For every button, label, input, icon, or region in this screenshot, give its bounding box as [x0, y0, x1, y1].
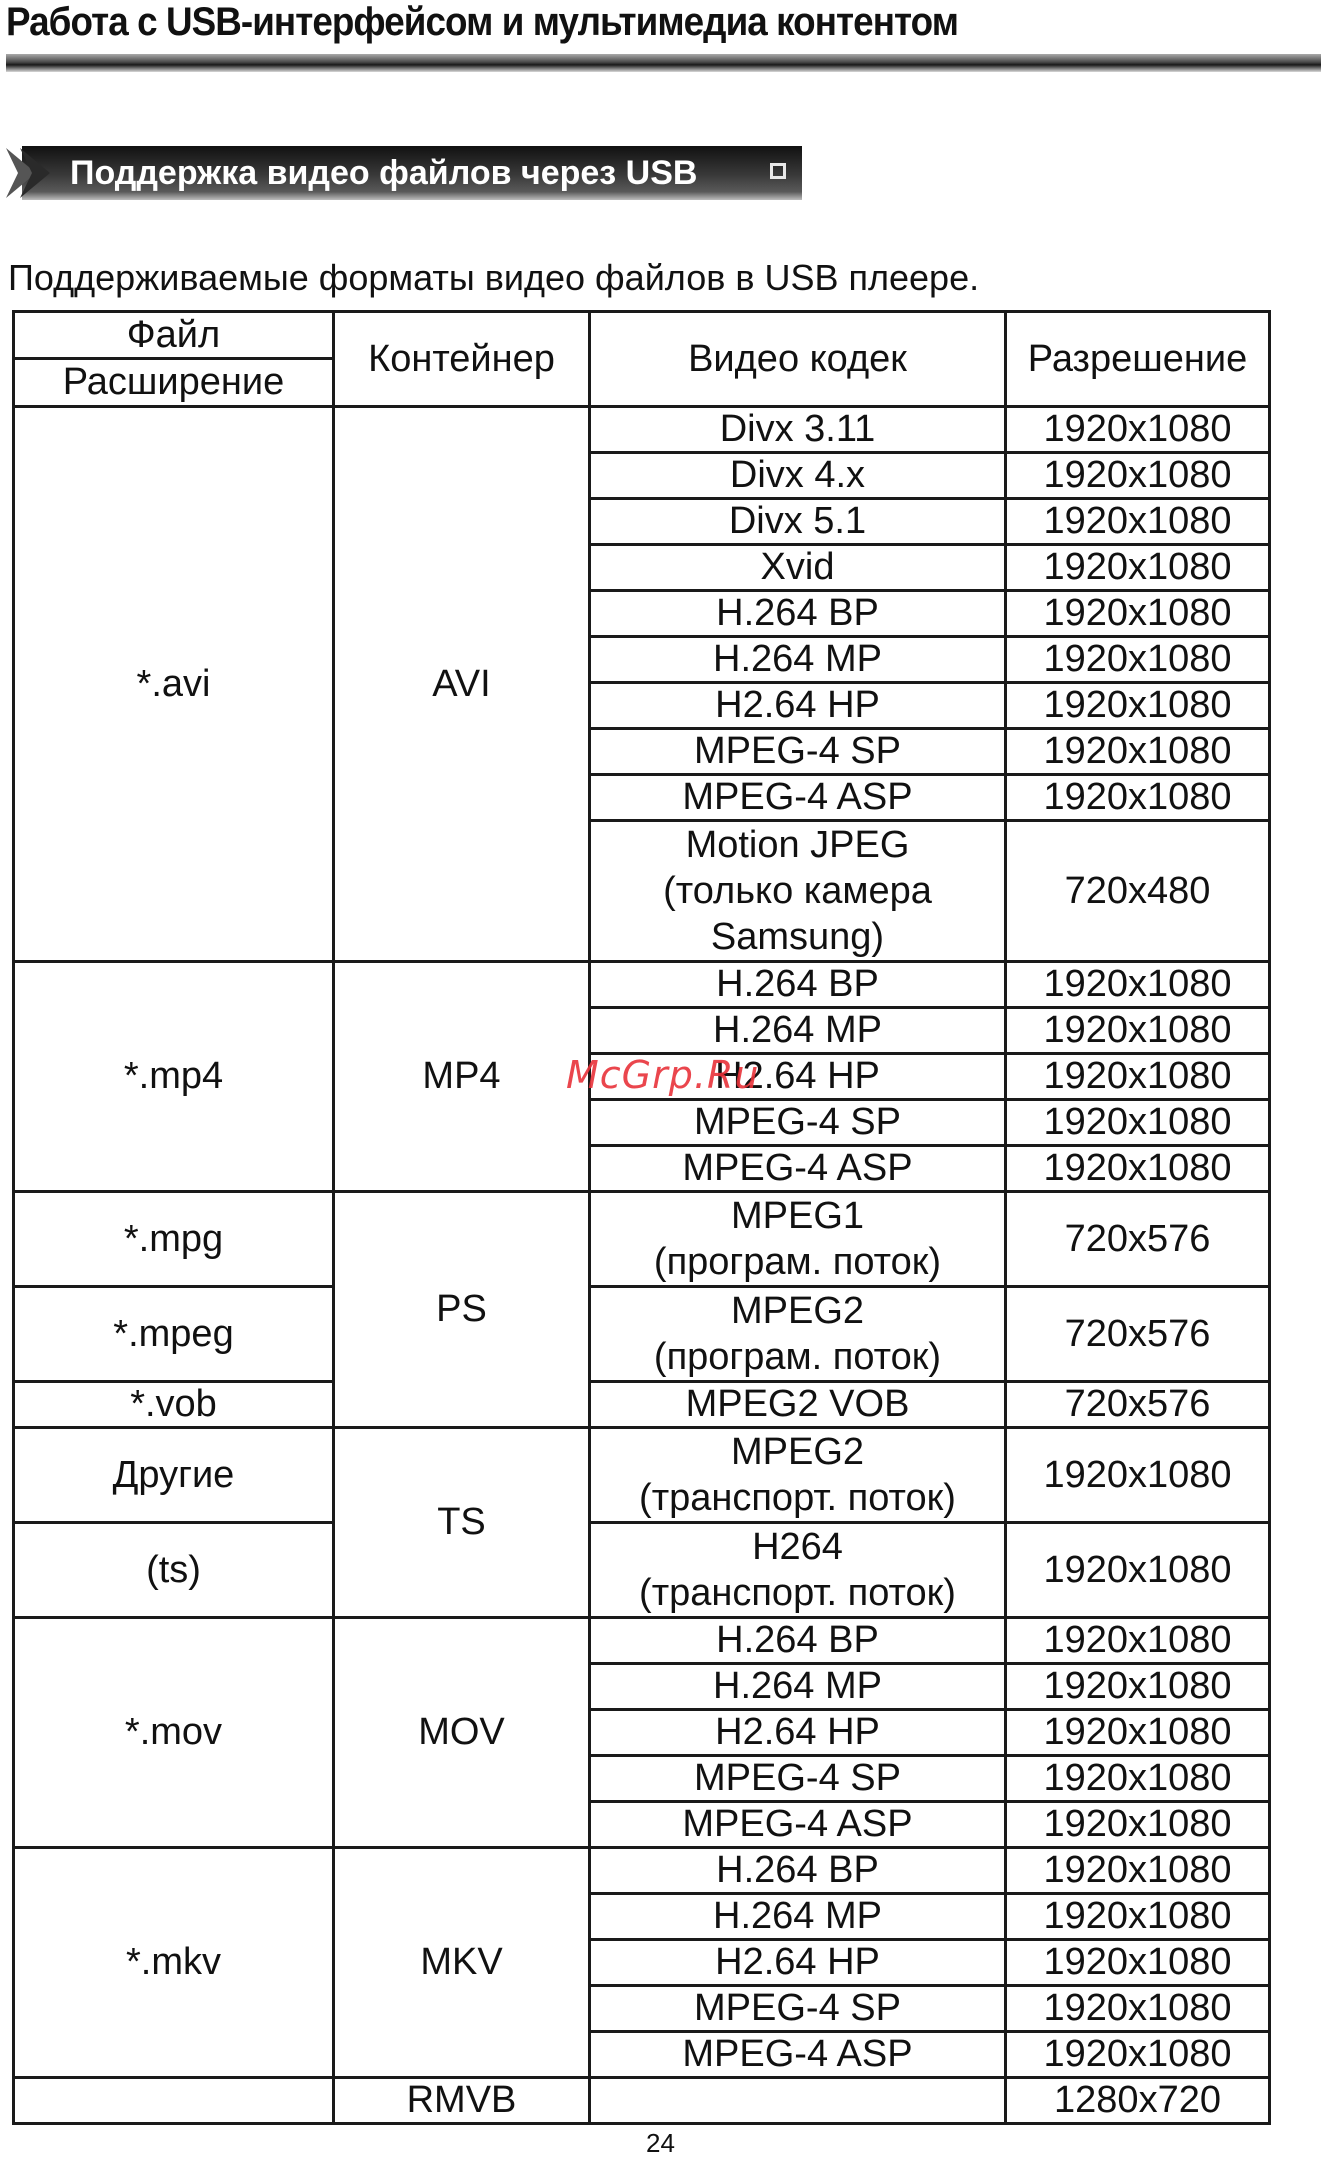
codec-cell: H.264 MP: [590, 1894, 1006, 1940]
table-row: [14, 407, 1270, 453]
page-number: 24: [646, 2128, 675, 2158]
header-container: Контейнер: [334, 312, 590, 407]
table-row: [14, 1192, 1270, 1287]
resolution-cell: 1920x1080: [1006, 1100, 1270, 1146]
resolution-cell: 1920x1080: [1006, 1428, 1270, 1523]
table-row: [14, 962, 1270, 1008]
header-extension: Расширение: [62, 361, 285, 403]
table-row: [14, 1428, 1270, 1523]
codec-cell: MPEG-4 SP: [590, 1100, 1006, 1146]
table-row: [14, 1618, 1270, 1664]
table-row: [14, 1523, 1270, 1618]
resolution-cell: 1920x1080: [1006, 1146, 1270, 1192]
square-icon: [770, 163, 786, 179]
resolution-cell: 1920x1080: [1006, 1618, 1270, 1664]
resolution-cell: 1920x1080: [1006, 729, 1270, 775]
codec-cell: H2.64 HP: [590, 1054, 1006, 1100]
codec-line: MPEG2: [730, 1290, 865, 1332]
ext-cell: *.avi: [14, 407, 334, 962]
resolution-cell: 1920x1080: [1006, 1756, 1270, 1802]
resolution-cell: 1920x1080: [1006, 1802, 1270, 1848]
codec-line: MPEG2: [730, 1431, 865, 1473]
ext-cell: (ts): [14, 1523, 334, 1618]
resolution-cell: 1280x720: [1006, 2078, 1270, 2124]
resolution-cell: 1920x1080: [1006, 1986, 1270, 2032]
resolution-cell: 1920x1080: [1006, 683, 1270, 729]
container-cell: TS: [334, 1428, 590, 1618]
container-cell: MOV: [334, 1618, 590, 1848]
codec-cell: MPEG2 VOB: [590, 1382, 1006, 1428]
page-title: Работа с USB-интерфейсом и мультимедиа контентом: [6, 0, 958, 44]
ext-cell: *.mp4: [14, 962, 334, 1192]
resolution-cell: 1920x1080: [1006, 962, 1270, 1008]
codec-cell: Divx 3.11: [590, 407, 1006, 453]
codec-cell: H.264 BP: [590, 591, 1006, 637]
table-header-row: [14, 312, 1270, 407]
codec-cell: H.264 MP: [590, 1664, 1006, 1710]
ext-cell: *.mpeg: [14, 1287, 334, 1382]
watermark: McGrp.Ru: [566, 1053, 760, 1097]
resolution-cell: 720x576: [1006, 1192, 1270, 1287]
resolution-cell: 1920x1080: [1006, 2032, 1270, 2078]
resolution-cell: 720x576: [1006, 1287, 1270, 1382]
video-format-table: [12, 310, 1271, 2125]
codec-cell: MPEG-4 SP: [590, 1756, 1006, 1802]
ext-cell: Другие: [14, 1428, 334, 1523]
ext-cell: *.mov: [14, 1618, 334, 1848]
header-resolution: Разрешение: [1006, 312, 1270, 407]
header-file: Файл: [15, 313, 332, 360]
codec-cell: H.264 BP: [590, 1618, 1006, 1664]
codec-cell: MPEG-4 ASP: [590, 1802, 1006, 1848]
codec-line: Samsung): [710, 916, 885, 958]
chevron-right-icon: [6, 144, 66, 202]
ext-cell: *.vob: [14, 1382, 334, 1428]
codec-cell: H2.64 HP: [590, 1710, 1006, 1756]
resolution-cell: 1920x1080: [1006, 545, 1270, 591]
ext-cell: *.mpg: [14, 1192, 334, 1287]
codec-cell: H.264 BP: [590, 962, 1006, 1008]
codec-cell: [590, 821, 1006, 962]
table-caption: Поддерживаемые форматы видео файлов в USB плеере.: [8, 257, 980, 298]
codec-cell: [590, 1287, 1006, 1382]
resolution-cell: 1920x1080: [1006, 591, 1270, 637]
ext-cell: [14, 2078, 334, 2124]
container-cell: MP4: [334, 962, 590, 1192]
codec-cell: MPEG-4 ASP: [590, 775, 1006, 821]
codec-cell: MPEG-4 SP: [590, 729, 1006, 775]
codec-cell: H.264 MP: [590, 637, 1006, 683]
resolution-cell: 1920x1080: [1006, 407, 1270, 453]
codec-cell: Divx 5.1: [590, 499, 1006, 545]
resolution-cell: 720x576: [1006, 1382, 1270, 1428]
table-row: [14, 1848, 1270, 1894]
resolution-cell: 1920x1080: [1006, 637, 1270, 683]
container-cell: AVI: [334, 407, 590, 962]
codec-line: (только камера: [663, 870, 932, 912]
ext-cell: *.mkv: [14, 1848, 334, 2078]
codec-cell: [590, 1428, 1006, 1523]
codec-cell: H.264 MP: [590, 1008, 1006, 1054]
codec-line: MPEG1: [730, 1195, 865, 1237]
codec-cell: [590, 2078, 1006, 2124]
resolution-cell: 1920x1080: [1006, 1848, 1270, 1894]
codec-line: (програм. поток): [653, 1336, 942, 1378]
codec-line: (транспорт. поток): [639, 1572, 956, 1614]
container-cell: RMVB: [334, 2078, 590, 2124]
codec-cell: MPEG-4 ASP: [590, 1146, 1006, 1192]
resolution-cell: 1920x1080: [1006, 499, 1270, 545]
resolution-cell: 720x480: [1006, 821, 1270, 962]
resolution-cell: 1920x1080: [1006, 1664, 1270, 1710]
table-row: [14, 1382, 1270, 1428]
header-file-extension: [14, 312, 334, 407]
codec-cell: H2.64 HP: [590, 1940, 1006, 1986]
resolution-cell: 1920x1080: [1006, 453, 1270, 499]
resolution-cell: 1920x1080: [1006, 1054, 1270, 1100]
resolution-cell: 1920x1080: [1006, 775, 1270, 821]
codec-cell: H.264 BP: [590, 1848, 1006, 1894]
resolution-cell: 1920x1080: [1006, 1008, 1270, 1054]
codec-line: Motion JPEG: [685, 824, 910, 866]
codec-line: (програм. поток): [653, 1241, 942, 1283]
table-row: [14, 2078, 1270, 2124]
codec-line: (транспорт. поток): [639, 1477, 956, 1519]
resolution-cell: 1920x1080: [1006, 1940, 1270, 1986]
codec-cell: MPEG-4 SP: [590, 1986, 1006, 2032]
container-cell: MKV: [334, 1848, 590, 2078]
header-codec: Видео кодек: [590, 312, 1006, 407]
resolution-cell: 1920x1080: [1006, 1710, 1270, 1756]
codec-cell: [590, 1523, 1006, 1618]
table-row: [14, 1287, 1270, 1382]
title-rule: [6, 54, 1321, 72]
codec-cell: Divx 4.x: [590, 453, 1006, 499]
resolution-cell: 1920x1080: [1006, 1523, 1270, 1618]
codec-cell: MPEG-4 ASP: [590, 2032, 1006, 2078]
codec-line: H264: [752, 1526, 843, 1568]
container-cell: PS: [334, 1192, 590, 1428]
codec-cell: H2.64 HP: [590, 683, 1006, 729]
codec-cell: Xvid: [590, 545, 1006, 591]
resolution-cell: 1920x1080: [1006, 1894, 1270, 1940]
section-header: [6, 144, 806, 202]
section-title: Поддержка видео файлов через USB: [70, 154, 698, 192]
codec-cell: [590, 1192, 1006, 1287]
